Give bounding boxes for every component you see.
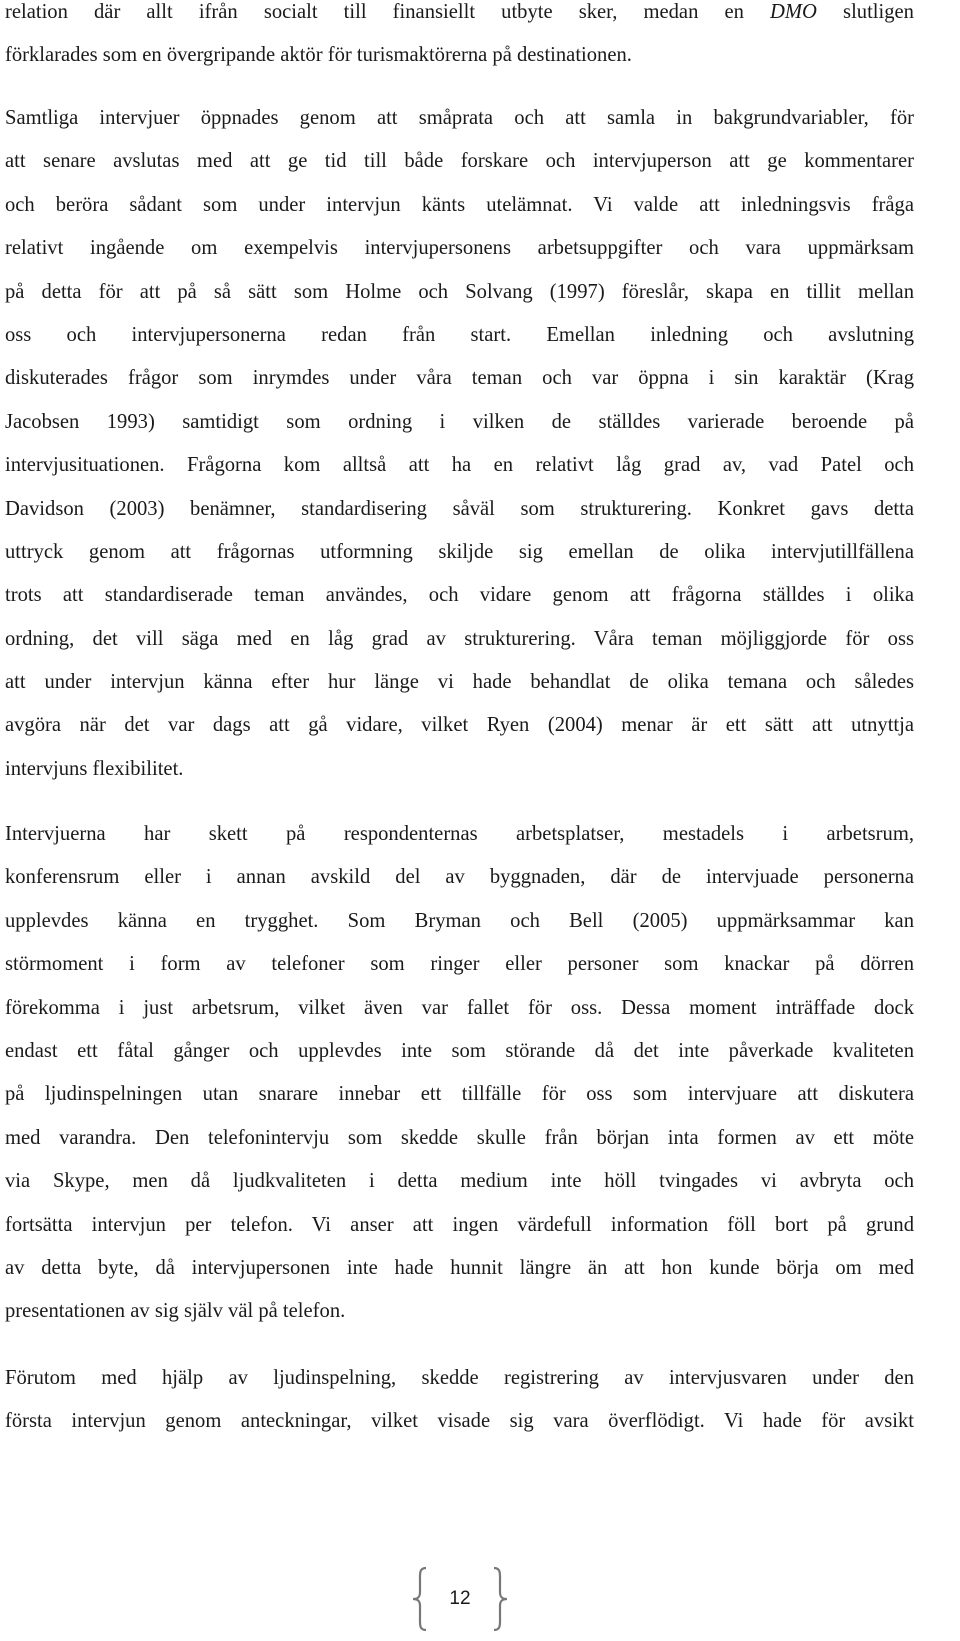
text-line: upplevdes känna en trygghet. Som Bryman och Bell (2005) uppmärksammar kan (5, 909, 914, 932)
paragraph-interview-structure (5, 97, 914, 791)
text-line: Samtliga intervjuer öppnades genom att småprata och att samla in bakgrundvariabler, för (5, 107, 914, 129)
text-line: förklarades som en övergripande aktör för turismaktörerna på destinationen. (5, 44, 632, 67)
text-line: Jacobsen 1993) samtidigt som ordning i vilken de ställdes varierade beroende på (5, 410, 914, 433)
text-line: relativt ingående om exempelvis intervjupersonens arbetsuppgifter och vara uppmärksam (5, 237, 914, 260)
paragraph-interview-location (5, 813, 914, 1334)
text-line: konferensrum eller i annan avskild del av byggnaden, där de intervjuade personerna (5, 866, 914, 889)
text-line: intervjusituationen. Frågorna kom alltså att ha en relativt låg grad av, vad Patel och (5, 454, 914, 477)
text-line: presentationen av sig själv väl på telefon. (5, 1300, 346, 1323)
text-line: att senare avslutas med att ge tid till både forskare och intervjuperson att ge kommentarer (5, 150, 914, 173)
text-line: störmoment i form av telefoner som ringer eller personer som knackar på dörren (5, 953, 914, 976)
text-line: via Skype, men då ljudkvaliteten i detta medium inte höll tvingades vi avbryta och (5, 1170, 914, 1193)
text-line: Intervjuerna har skett på respondenternas arbetsplatser, mestadels i arbetsrum, (5, 823, 914, 845)
paragraph-dmo-summary (5, 0, 914, 78)
text-line: första intervjun genom anteckningar, vilket visade sig vara överflödigt. Vi hade för avsikt (5, 1410, 914, 1433)
text-line: fortsätta intervjun per telefon. Vi anser att ingen värdefull information föll bort på grund (5, 1213, 914, 1236)
paragraph-recording (5, 1357, 914, 1444)
text-line: uttryck genom att frågornas utformning skiljde sig emellan de olika intervjutillfällena (5, 540, 914, 563)
text-line: på ljudinspelningen utan snarare innebar ett tillfälle för oss som intervjuare att diskutera (5, 1083, 914, 1106)
text-line: intervjuns flexibilitet. (5, 757, 184, 780)
text-line: Förutom med hjälp av ljudinspelning, skedde registrering av intervjusvaren under den (5, 1367, 914, 1389)
text-line: ordning, det vill säga med en låg grad av strukturering. Våra teman möjliggjorde för oss (5, 627, 914, 650)
text-line: trots att standardiserade teman användes, och vidare genom att frågorna ställdes i olika (5, 584, 914, 607)
text-line: Davidson (2003) benämner, standardisering såväl som strukturering. Konkret gavs detta (5, 497, 914, 520)
right-brace-icon (490, 1566, 510, 1632)
text-line: och beröra sådant som under intervjun känts utelämnat. Vi valde att inledningsvis fråga (5, 193, 914, 216)
emphasized-term: DMO (770, 1, 817, 23)
text-line: av detta byte, då intervjupersonen inte hade hunnit längre än att hon kunde börja om med (5, 1256, 914, 1279)
left-brace-icon (410, 1566, 430, 1632)
page-number: 12 (449, 1588, 471, 1609)
text-line: med varandra. Den telefonintervju som skedde skulle från början inta formen av ett möte (5, 1126, 914, 1149)
text-line: endast ett fåtal gånger och upplevdes inte som störande då det inte påverkade kvaliteten (5, 1039, 914, 1062)
text-line: förekomma i just arbetsrum, vilket även var fallet för oss. Dessa moment inträffade dock (5, 996, 914, 1019)
text-line: relation där allt ifrån socialt till finansiellt utbyte sker, medan en DMO slutligen (5, 1, 914, 23)
page-footer (410, 1566, 510, 1632)
text-line: på detta för att på så sätt som Holme och Solvang (1997) föreslår, skapa en tillit mellan (5, 280, 914, 303)
text-line: avgöra när det var dags att gå vidare, vilket Ryen (2004) menar är ett sätt att utnyttja (5, 714, 914, 737)
text-line: diskuterades frågor som inrymdes under våra teman och var öppna i sin karaktär (Krag (5, 367, 914, 390)
text-line: oss och intervjupersonerna redan från start. Emellan inledning och avslutning (5, 323, 914, 346)
text-line: att under intervjun känna efter hur länge vi hade behandlat de olika temana och således (5, 671, 914, 694)
